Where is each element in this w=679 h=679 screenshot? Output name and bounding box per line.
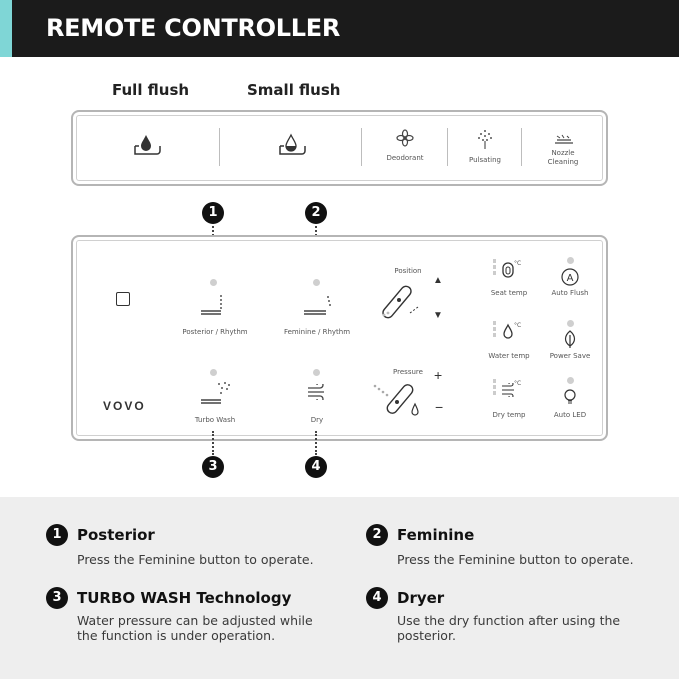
feature-2-title: Feminine (397, 526, 475, 544)
power-button[interactable] (116, 292, 130, 306)
feature-1-desc: Press the Feminine button to operate. (77, 552, 314, 567)
feature-3-title: TURBO WASH Technology (77, 589, 292, 607)
small-flush-icon[interactable] (278, 132, 308, 160)
feature-4-badge: 4 (366, 587, 388, 609)
feature-4-desc: Use the dry function after using the posterior. (397, 613, 621, 643)
dry-temp-label: Dry temp (492, 411, 526, 419)
connector-3 (212, 431, 214, 455)
fan-icon[interactable] (396, 129, 414, 147)
feature-1-badge: 1 (46, 524, 68, 546)
feature-legend (0, 497, 679, 679)
pressure-increase-button[interactable]: + (434, 367, 443, 383)
water-temp-label: Water temp (488, 352, 530, 360)
auto-led-indicator (567, 377, 574, 384)
turbo-wash-icon[interactable] (199, 380, 233, 406)
nozzle-cleaning-icon[interactable] (553, 133, 575, 147)
header-bar (0, 0, 679, 57)
position-up-button[interactable]: ▲ (433, 275, 443, 286)
feature-4-title: Dryer (397, 589, 445, 607)
nozzle-cleaning-label: Nozzle Cleaning (547, 149, 579, 166)
turbo-wash-label: Turbo Wash (194, 416, 236, 424)
pressure-label: Pressure (393, 368, 423, 376)
badge-2: 2 (305, 202, 327, 224)
light-bulb-icon[interactable] (561, 387, 579, 407)
posterior-label: Posterior / Rhythm (182, 328, 248, 336)
posterior-indicator (210, 279, 217, 286)
remote-panel (71, 235, 608, 441)
water-temp-level-icon (491, 321, 499, 341)
feature-3-badge: 3 (46, 587, 68, 609)
auto-flush-label: Auto Flush (551, 289, 589, 297)
leaf-icon[interactable] (561, 329, 579, 349)
pulsating-label: Pulsating (469, 156, 501, 164)
auto-flush-indicator (567, 257, 574, 264)
brand-logo: VOVO (103, 399, 146, 413)
feature-3-desc: Water pressure can be adjusted while the function is under operation. (77, 613, 313, 643)
auto-flush-icon[interactable] (560, 267, 580, 287)
feature-1-title: Posterior (77, 526, 155, 544)
turbo-indicator (210, 369, 217, 376)
svg-text:A: A (566, 273, 574, 284)
full-flush-label: Full flush (112, 81, 190, 99)
feature-2-badge: 2 (366, 524, 388, 546)
dry-temp-level-icon (491, 379, 499, 399)
dry-label: Dry (310, 416, 324, 424)
seat-temp-level-icon (491, 259, 499, 279)
water-temp-degree: °C (514, 322, 522, 329)
dry-icon[interactable] (306, 384, 328, 400)
header-accent-stripe (0, 0, 12, 57)
divider (447, 128, 448, 166)
badge-4: 4 (305, 456, 327, 478)
divider (219, 128, 220, 166)
nozzle-position-icon (378, 279, 428, 323)
divider (361, 128, 362, 166)
page-title: REMOTE CONTROLLER (46, 14, 340, 42)
small-flush-label: Small flush (247, 81, 341, 99)
deodorant-label: Deodorant (386, 154, 424, 162)
feature-2-desc: Press the Feminine button to operate. (397, 552, 634, 567)
seat-temp-degree: °C (514, 260, 522, 267)
feminine-label: Feminine / Rhythm (283, 328, 351, 336)
divider (521, 128, 522, 166)
position-label: Position (394, 267, 422, 275)
position-down-button[interactable]: ▼ (433, 310, 443, 321)
auto-led-label: Auto LED (553, 411, 587, 419)
dry-temp-degree: °C (514, 380, 522, 387)
power-save-indicator (567, 320, 574, 327)
power-save-label: Power Save (549, 352, 591, 360)
pressure-decrease-button[interactable]: − (435, 399, 444, 415)
dry-indicator (313, 369, 320, 376)
feminine-indicator (313, 279, 320, 286)
badge-3: 3 (202, 456, 224, 478)
flush-panel (71, 110, 608, 186)
connector-4 (315, 431, 317, 455)
pulsating-spray-icon[interactable] (476, 128, 494, 150)
full-flush-icon[interactable] (133, 132, 163, 160)
water-pressure-icon (371, 380, 427, 420)
seat-temp-label: Seat temp (490, 289, 528, 297)
feminine-wash-icon[interactable] (302, 292, 336, 316)
posterior-wash-icon[interactable] (199, 292, 229, 316)
badge-1: 1 (202, 202, 224, 224)
